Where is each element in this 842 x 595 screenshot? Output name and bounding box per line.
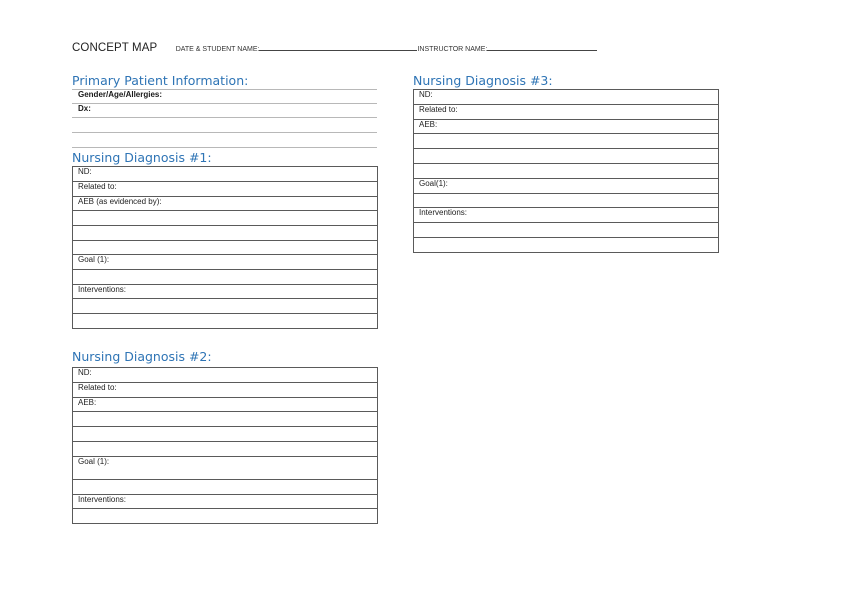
nd3-related-label: Related to: [419,105,458,114]
student-name-label: DATE & STUDENT NAME: [175,46,260,53]
student-name-field[interactable] [259,42,417,51]
nd3-related-cell[interactable] [414,105,719,120]
nd2-nd-label: ND: [78,368,92,377]
dx-field[interactable] [72,104,377,118]
gender-age-allergies-field[interactable] [72,90,377,104]
nd1-blank-cell[interactable] [73,241,378,255]
nd1-table [72,166,378,329]
nd1-blank-cell[interactable] [73,226,378,241]
nd2-interventions-label: Interventions: [78,495,127,504]
dx-label: Dx: [78,104,91,113]
instructor-name-field[interactable] [487,42,597,51]
nd3-blank-cell[interactable] [414,238,719,253]
instructor-name-label: INSTRUCTOR NAME: [417,46,488,53]
nd2-heading: Nursing Diagnosis #2: [72,349,212,364]
nd2-blank-cell[interactable] [73,509,378,524]
nd2-nd-cell[interactable] [73,368,378,383]
nd1-blank-cell[interactable] [73,270,378,285]
nd1-goal-cell[interactable] [73,255,378,270]
nd1-blank-cell[interactable] [73,299,378,314]
nd2-aeb-label: AEB: [78,398,97,407]
nd3-goal-label: Goal(1): [419,179,448,188]
nd3-blank-cell[interactable] [414,164,719,179]
nd2-blank-cell[interactable] [73,480,378,495]
nd3-table [413,89,719,253]
nd2-blank-cell[interactable] [73,427,378,442]
nd1-interventions-cell[interactable] [73,285,378,299]
nd1-blank-cell[interactable] [73,211,378,226]
nd1-nd-label: ND: [78,167,92,176]
page-title: CONCEPT MAP [72,42,158,54]
nd1-goal-label: Goal (1): [78,255,110,264]
nd3-blank-cell[interactable] [414,223,719,238]
nd1-nd-cell[interactable] [73,167,378,182]
gender-age-allergies-label: Gender/Age/Allergies: [78,90,163,99]
nd1-interventions-label: Interventions: [78,285,127,294]
nd3-heading: Nursing Diagnosis #3: [413,73,553,88]
nd3-nd-label: ND: [419,90,433,99]
patient-blank-line[interactable] [72,118,377,133]
nd2-aeb-cell[interactable] [73,398,378,412]
nd2-interventions-cell[interactable] [73,495,378,509]
nd1-aeb-cell[interactable] [73,197,378,211]
nd3-interventions-label: Interventions: [419,208,468,217]
nd3-aeb-cell[interactable] [414,120,719,134]
nd2-blank-cell[interactable] [73,442,378,457]
nd2-goal-label: Goal (1): [78,457,110,466]
nd1-aeb-label: AEB (as evidenced by): [78,197,162,206]
nd1-heading: Nursing Diagnosis #1: [72,150,212,165]
nd2-table [72,367,378,524]
nd3-interventions-cell[interactable] [414,208,719,223]
nd1-blank-cell[interactable] [73,314,378,329]
nd2-goal-cell[interactable] [73,457,378,480]
nd2-blank-cell[interactable] [73,412,378,427]
nd3-blank-cell[interactable] [414,149,719,164]
nd3-blank-cell[interactable] [414,134,719,149]
page-header [72,38,597,56]
patient-blank-line[interactable] [72,133,377,148]
nd2-related-label: Related to: [78,383,117,392]
nd3-goal-cell[interactable] [414,179,719,194]
nd3-aeb-label: AEB: [419,120,438,129]
nd3-nd-cell[interactable] [414,90,719,105]
patient-info-heading: Primary Patient Information: [72,73,249,88]
nd1-related-label: Related to: [78,182,117,191]
nd2-related-cell[interactable] [73,383,378,398]
nd1-related-cell[interactable] [73,182,378,197]
patient-info-lines [72,89,377,148]
nd3-blank-cell[interactable] [414,194,719,208]
